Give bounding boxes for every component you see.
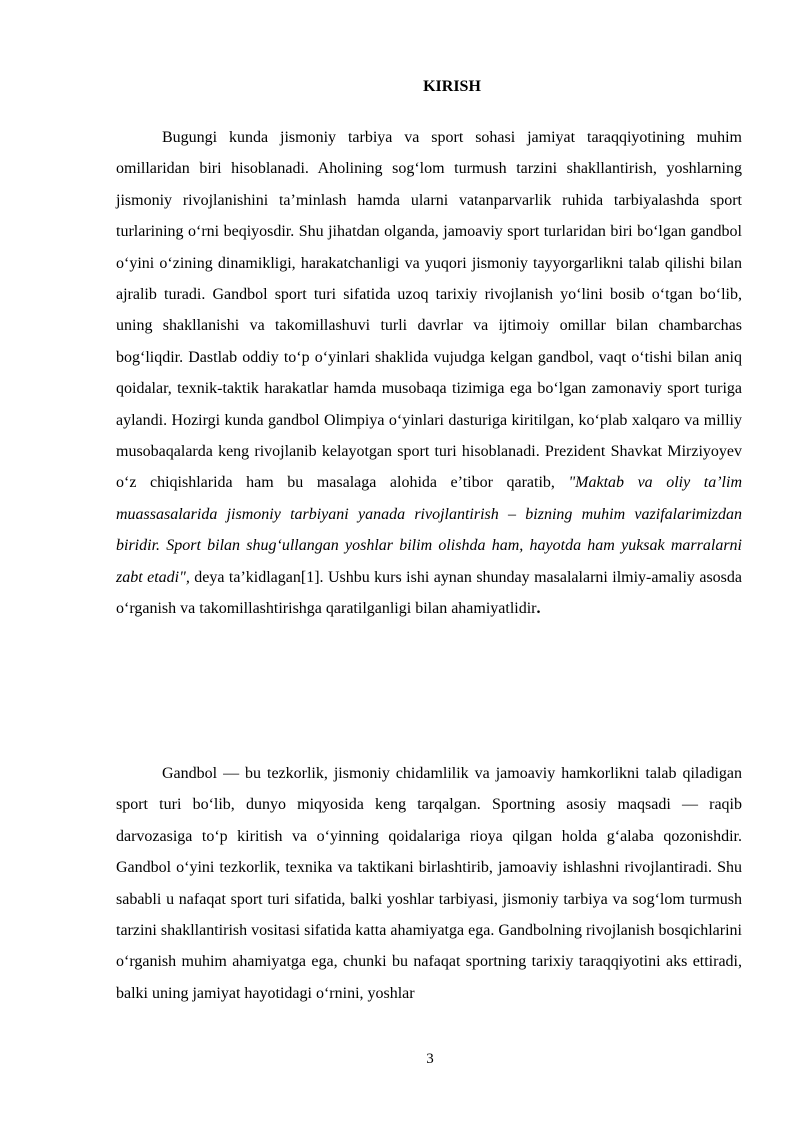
page-number: 3 [426, 1051, 434, 1067]
section-heading: KIRISH [423, 78, 481, 95]
paragraph-1-text [116, 122, 742, 625]
paragraph-1 [116, 122, 742, 625]
paragraph-2-text: Gandbol — bu tezkorlik, jismoniy chidamlilik va jamoaviy hamkorlikni talab qiladigan sport turi bo‘lib, dunyo miqyosida keng tarqalgan. Sportning asosiy maqsadi — raqib darvozasiga to‘p kiritish va o‘yinning qoidalariga rioya qilgan holda g‘alaba qozonishdir. Gandbol o‘yini tezkorlik, texnika va taktikani birlashtirib, jamoaviy ishlashni rivojlantiradi. Shu sababli u nafaqat sport turi sifatida, balki yoshlar tarbiyasi, jismoniy tarbiya va sog‘lom turmush tarzini shakllantirish vositasi sifatida katta ahamiyatga ega. Gandbolning rivojlanish bosqichlarini o‘rganish muhim ahamiyatga ega, chunki bu nafaqat sportning tarixiy taraqqiyotini aks ettiradi, balki uning jamiyat hayotidagi o‘rnini, yoshlar [116, 765, 742, 1002]
paragraph-1-conclusion: deya ta’kidlagan[1]. Ushbu kurs ishi aynan shunday masalalarni ilmiy-amaliy asosda o‘rganish va takomillashtirishga qaratilganligi bilan ahamiyatlidir [116, 568, 743, 618]
paragraph-2 [116, 758, 742, 1009]
president-quote: "Maktab va oliy ta’lim muassasalarida jismoniy tarbiyani yanada rivojlantirish – bizning muhim vazifalarimizdan biridir. Sport bilan shug‘ullangan yoshlar bilim olishda ham, hayotda ham yuksak marralarni zabt etadi", [116, 474, 743, 586]
paragraph-1-intro: Bugungi kunda jismoniy tarbiya va sport sohasi jamiyat taraqqiyotining muhim omillaridan biri hisoblanadi. Aholining sog‘lom turmush tarzini shakllantirish, yoshlarning jismoniy rivojlanishini ta’minlash hamda ularni vatanparvarlik ruhida tarbiyalashda sport turlarining o‘rni beqiyosdir. Shu jihatdan olganda, jamoaviy sport turlaridan biri bo‘lgan gandbol o‘yini o‘zining dinamikligi, harakatchanligi va yuqori jismoniy tayyorgarlikni talab qilishi bilan ajralib turadi. Gandbol sport turi sifatida uzoq tarixiy rivojlanish yo‘lini bosib o‘tgan bo‘lib, uning shakllanishi va takomillashuvi turli davrlar va ijtimoiy omillar bilan chambarchas bog‘liqdir. Dastlab oddiy to‘p o‘yinlari shaklida vujudga kelgan gandbol, vaqt o‘tishi bilan aniq qoidalar, texnik-taktik harakatlar hamda musobaqa tizimiga ega bo‘lgan zamonaviy sport turiga aylandi. Hozirgi kunda gandbol Olimpiya o‘yinlari dasturiga kiritilgan, ko‘plab xalqaro va milliy musobaqalarda keng rivojlanib kelayotgan sport turi hisoblanadi. Prezident Shavkat Mirziyoyev o‘z chiqishlarida ham bu masalaga alohida e’tibor qaratib, [116, 129, 742, 492]
paragraph-1-ending: . [536, 600, 541, 618]
